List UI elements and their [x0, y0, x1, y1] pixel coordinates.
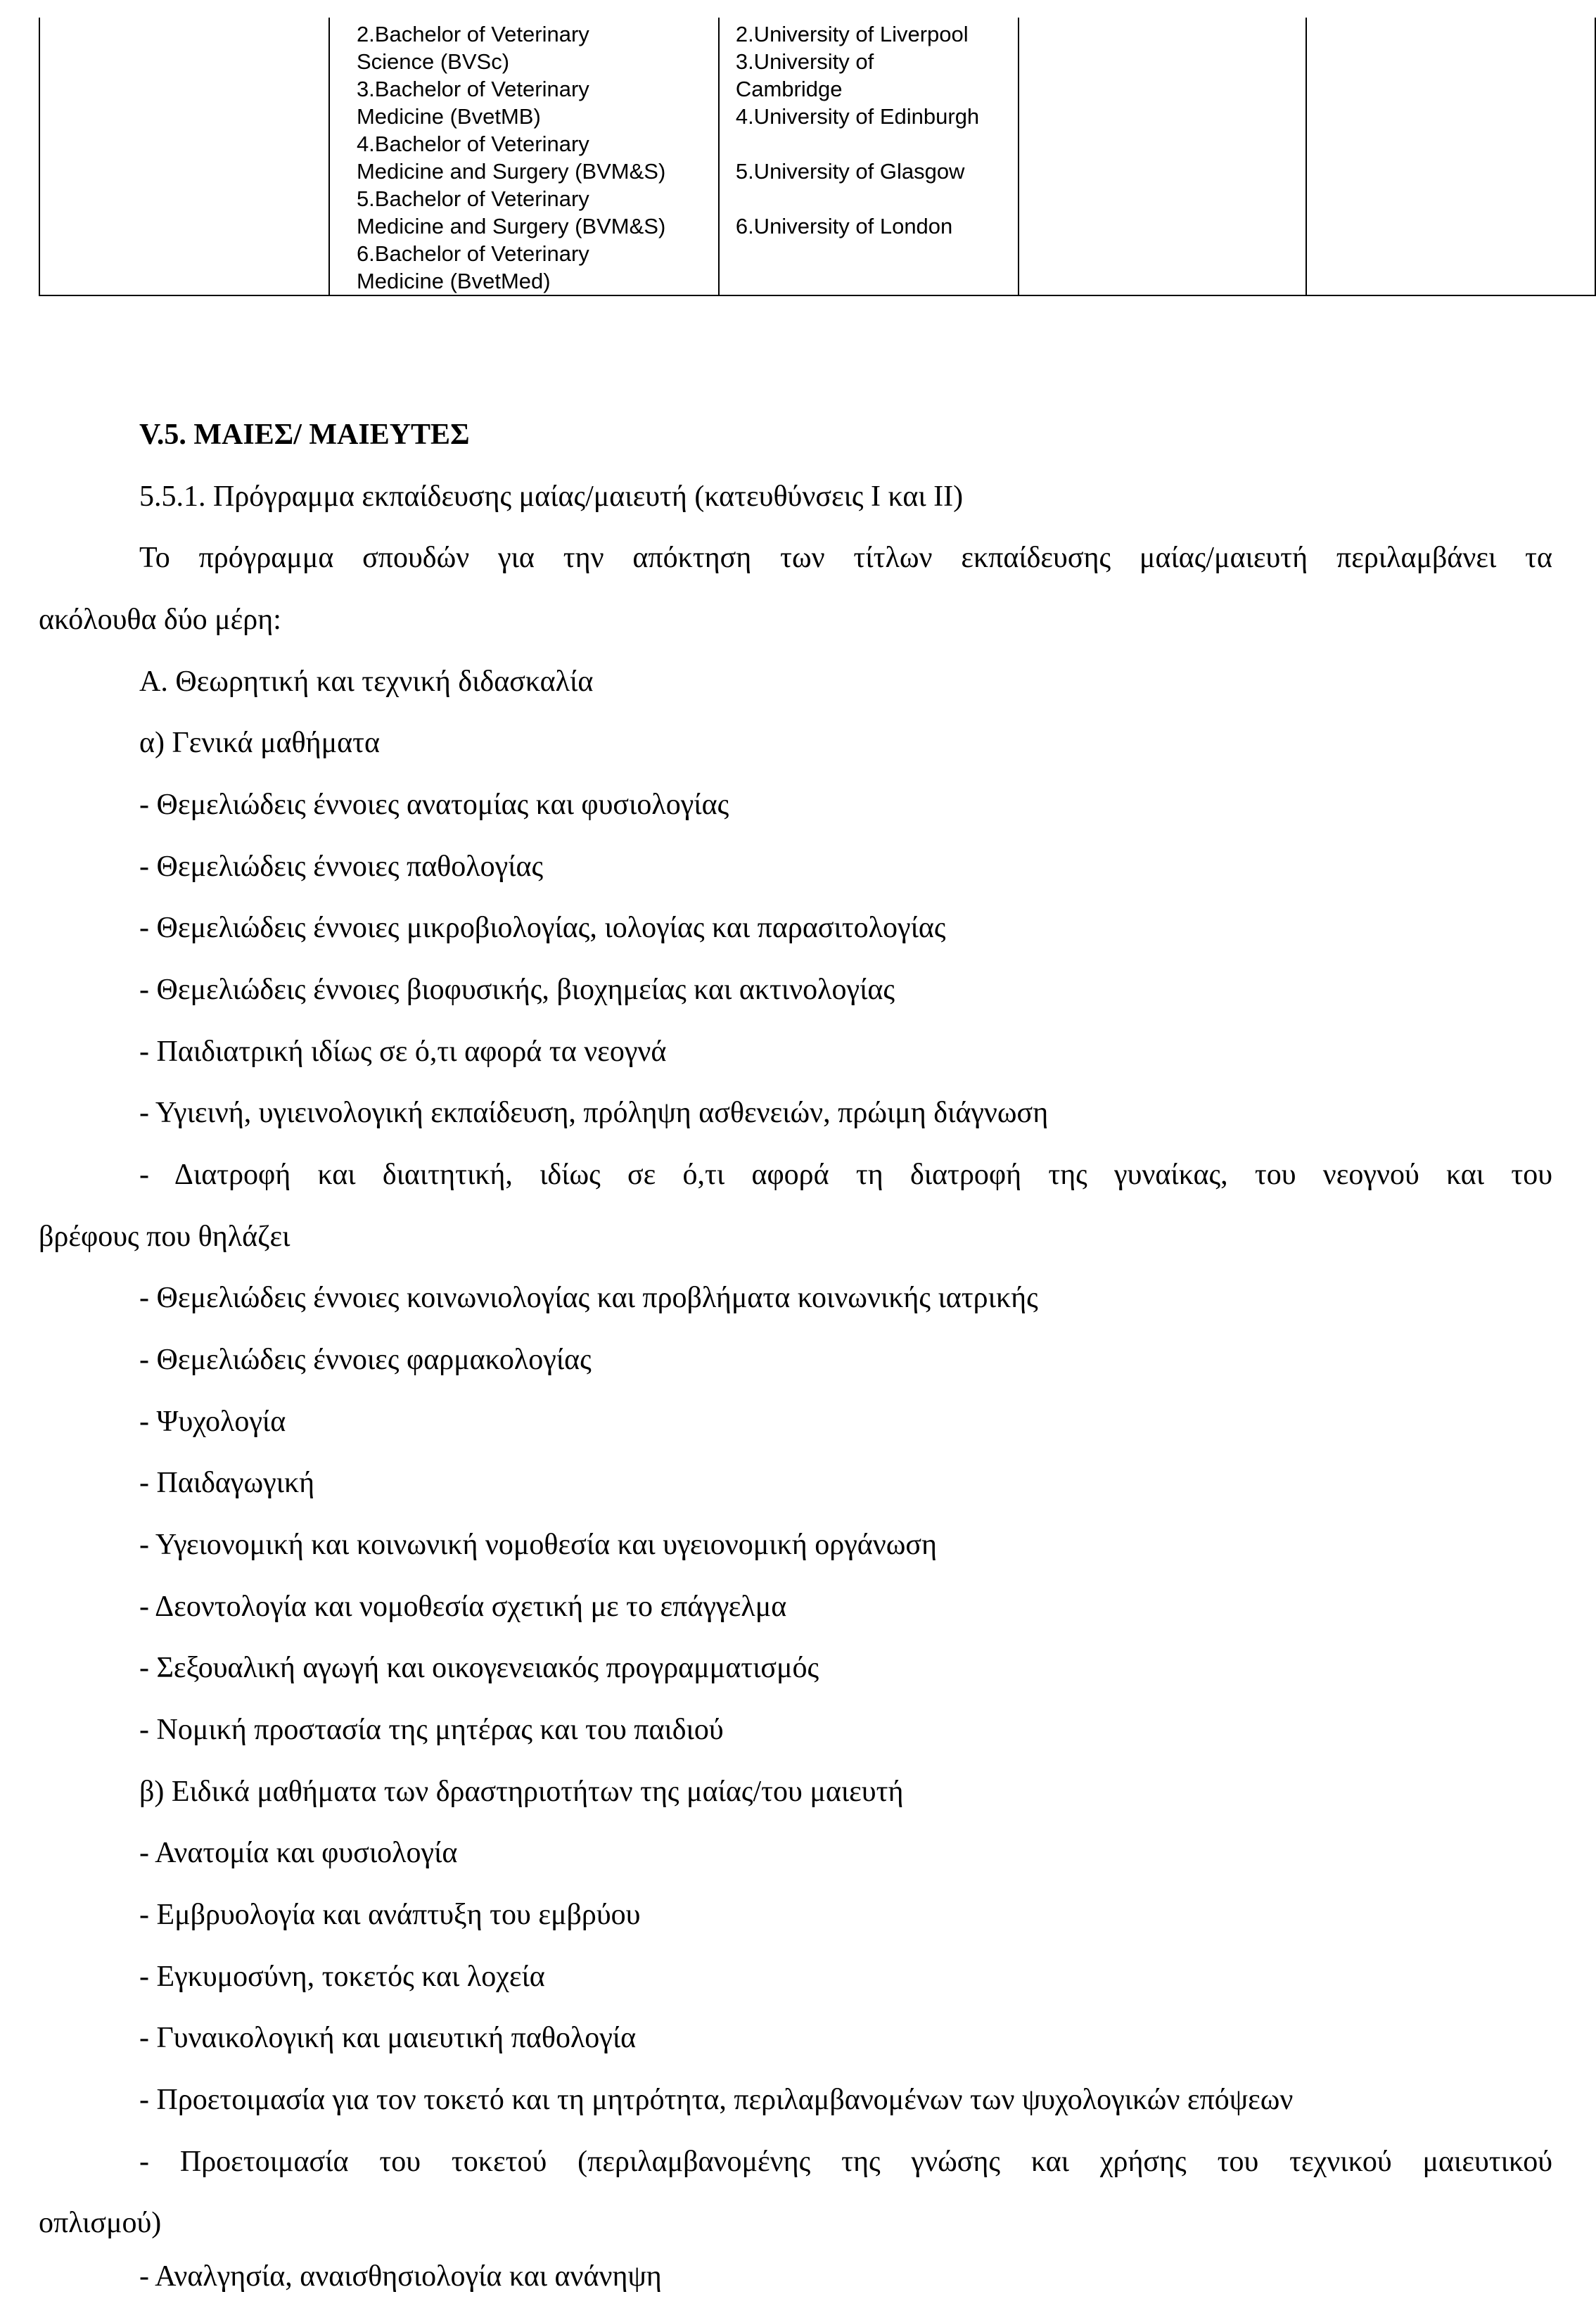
list-item: - Θεμελιώδεις έννοιες μικροβιολογίας, ιολογίας και παρασιτολογίας: [139, 912, 946, 944]
list-item: - Θεμελιώδεις έννοιες ανατομίας και φυσιολογίας: [139, 789, 729, 821]
list-item: - Υγιεινή, υγιεινολογική εκπαίδευση, πρόληψη ασθενειών, πρώιμη διάγνωση: [139, 1097, 1049, 1129]
university-line: 4.University of Edinburgh: [735, 104, 980, 129]
list-item: - Νομική προστασία της μητέρας και του παιδιού: [139, 1714, 724, 1746]
degree-line: Science (BVSc): [356, 49, 510, 74]
spacer: [736, 130, 1018, 158]
degree-line: 4.Bachelor of Veterinary: [356, 132, 589, 156]
section-heading: V.5. ΜΑΙΕΣ/ ΜΑΙΕΥΤΕΣ: [139, 419, 470, 451]
list-item: - Ανατομία και φυσιολογία: [139, 1837, 458, 1869]
table-cell-empty: [1306, 18, 1595, 295]
table-cell-degrees: [329, 18, 719, 295]
degree-line: 5.Bachelor of Veterinary: [356, 186, 589, 211]
list-item: - Δεοντολογία και νομοθεσία σχετική με το επάγγελμα: [139, 1591, 787, 1623]
table-row: [39, 18, 1595, 295]
list-item: - Σεξουαλική αγωγή και οικογενειακός προγραμματισμός: [139, 1652, 819, 1684]
degree-line: Medicine (BvetMB): [356, 104, 541, 129]
table-cell-universities: [719, 18, 1019, 295]
list-item: - Παιδιατρική ιδίως σε ό,τι αφορά τα νεογνά: [139, 1036, 667, 1068]
list-item: - Εμβρυολογία και ανάπτυξη του εμβρύου: [139, 1899, 641, 1931]
subsection-heading: 5.5.1. Πρόγραμμα εκπαίδευσης μαίας/μαιευτή (κατευθύνσεις Ι και ΙΙ): [139, 480, 964, 513]
degree-line: 6.Bachelor of Veterinary: [356, 241, 589, 266]
list-item: - Εγκυμοσύνη, τοκετός και λοχεία: [139, 1961, 545, 1993]
list-item-continuation: οπλισμού): [39, 2207, 162, 2239]
table-cell-empty: [1019, 18, 1306, 295]
list-item: - Αναλγησία, αναισθησιολογία και ανάνηψη: [139, 2260, 662, 2293]
list-item-continuation: βρέφους που θηλάζει: [39, 1221, 291, 1253]
list-item: - Θεμελιώδεις έννοιες φαρμακολογίας: [139, 1344, 592, 1376]
list-item: - Θεμελιώδεις έννοιες κοινωνιολογίας και προβλήματα κοινωνικής ιατρικής: [139, 1282, 1038, 1314]
table-cell-empty: [39, 18, 329, 295]
list-item: - Γυναικολογική και μαιευτική παθολογία: [139, 2022, 637, 2054]
list-item: - Προετοιμασία για τον τοκετό και τη μητρότητα, περιλαμβανομένων των ψυχολογικών επόψεων: [139, 2084, 1294, 2116]
list-item: - Ψυχολογία: [139, 1406, 286, 1438]
intro-paragraph-line: ακόλουθα δύο μέρη:: [39, 604, 281, 636]
university-line: 5.University of Glasgow: [735, 159, 965, 184]
list-item: - Παιδαγωγική: [139, 1467, 315, 1499]
part-a-heading: Α. Θεωρητική και τεχνική διδασκαλία: [139, 665, 594, 698]
university-line: 3.University of: [735, 49, 874, 74]
degree-line: Medicine (BvetMed): [356, 269, 551, 293]
degree-line: 2.Bachelor of Veterinary: [356, 22, 589, 46]
list-item: - Υγειονομική και κοινωνική νομοθεσία και υγειονομική οργάνωση: [139, 1529, 937, 1561]
degree-line: Medicine and Surgery (BVM&S): [356, 214, 666, 238]
special-courses-title: β) Ειδικά μαθήματα των δραστηριοτήτων της μαίας/του μαιευτή: [139, 1776, 904, 1808]
list-item: - Προετοιμασία του τοκετού (περιλαμβανομένης της γνώσης και χρήσης του τεχνικού μαιευτικού: [139, 2146, 1552, 2178]
university-line: Cambridge: [735, 77, 843, 101]
degree-line: Medicine and Surgery (BVM&S): [356, 159, 666, 184]
degree-table: [39, 18, 1596, 296]
spacer: [736, 185, 1018, 212]
intro-paragraph-line: Το πρόγραμμα σπουδών για την απόκτηση των τίτλων εκπαίδευσης μαίας/μαιευτή περιλαμβάνει τα: [139, 542, 1552, 574]
list-item: - Θεμελιώδεις έννοιες βιοφυσικής, βιοχημείας και ακτινολογίας: [139, 974, 895, 1006]
list-item: - Θεμελιώδεις έννοιες παθολογίας: [139, 851, 544, 883]
degree-line: 3.Bachelor of Veterinary: [356, 77, 589, 101]
list-item: - Διατροφή και διαιτητική, ιδίως σε ό,τι αφορά τη διατροφή της γυναίκας, του νεογνού και του: [139, 1159, 1552, 1191]
university-line: 6.University of London: [735, 214, 953, 238]
university-line: 2.University of Liverpool: [735, 22, 969, 46]
general-courses-title: α) Γενικά μαθήματα: [139, 727, 381, 759]
